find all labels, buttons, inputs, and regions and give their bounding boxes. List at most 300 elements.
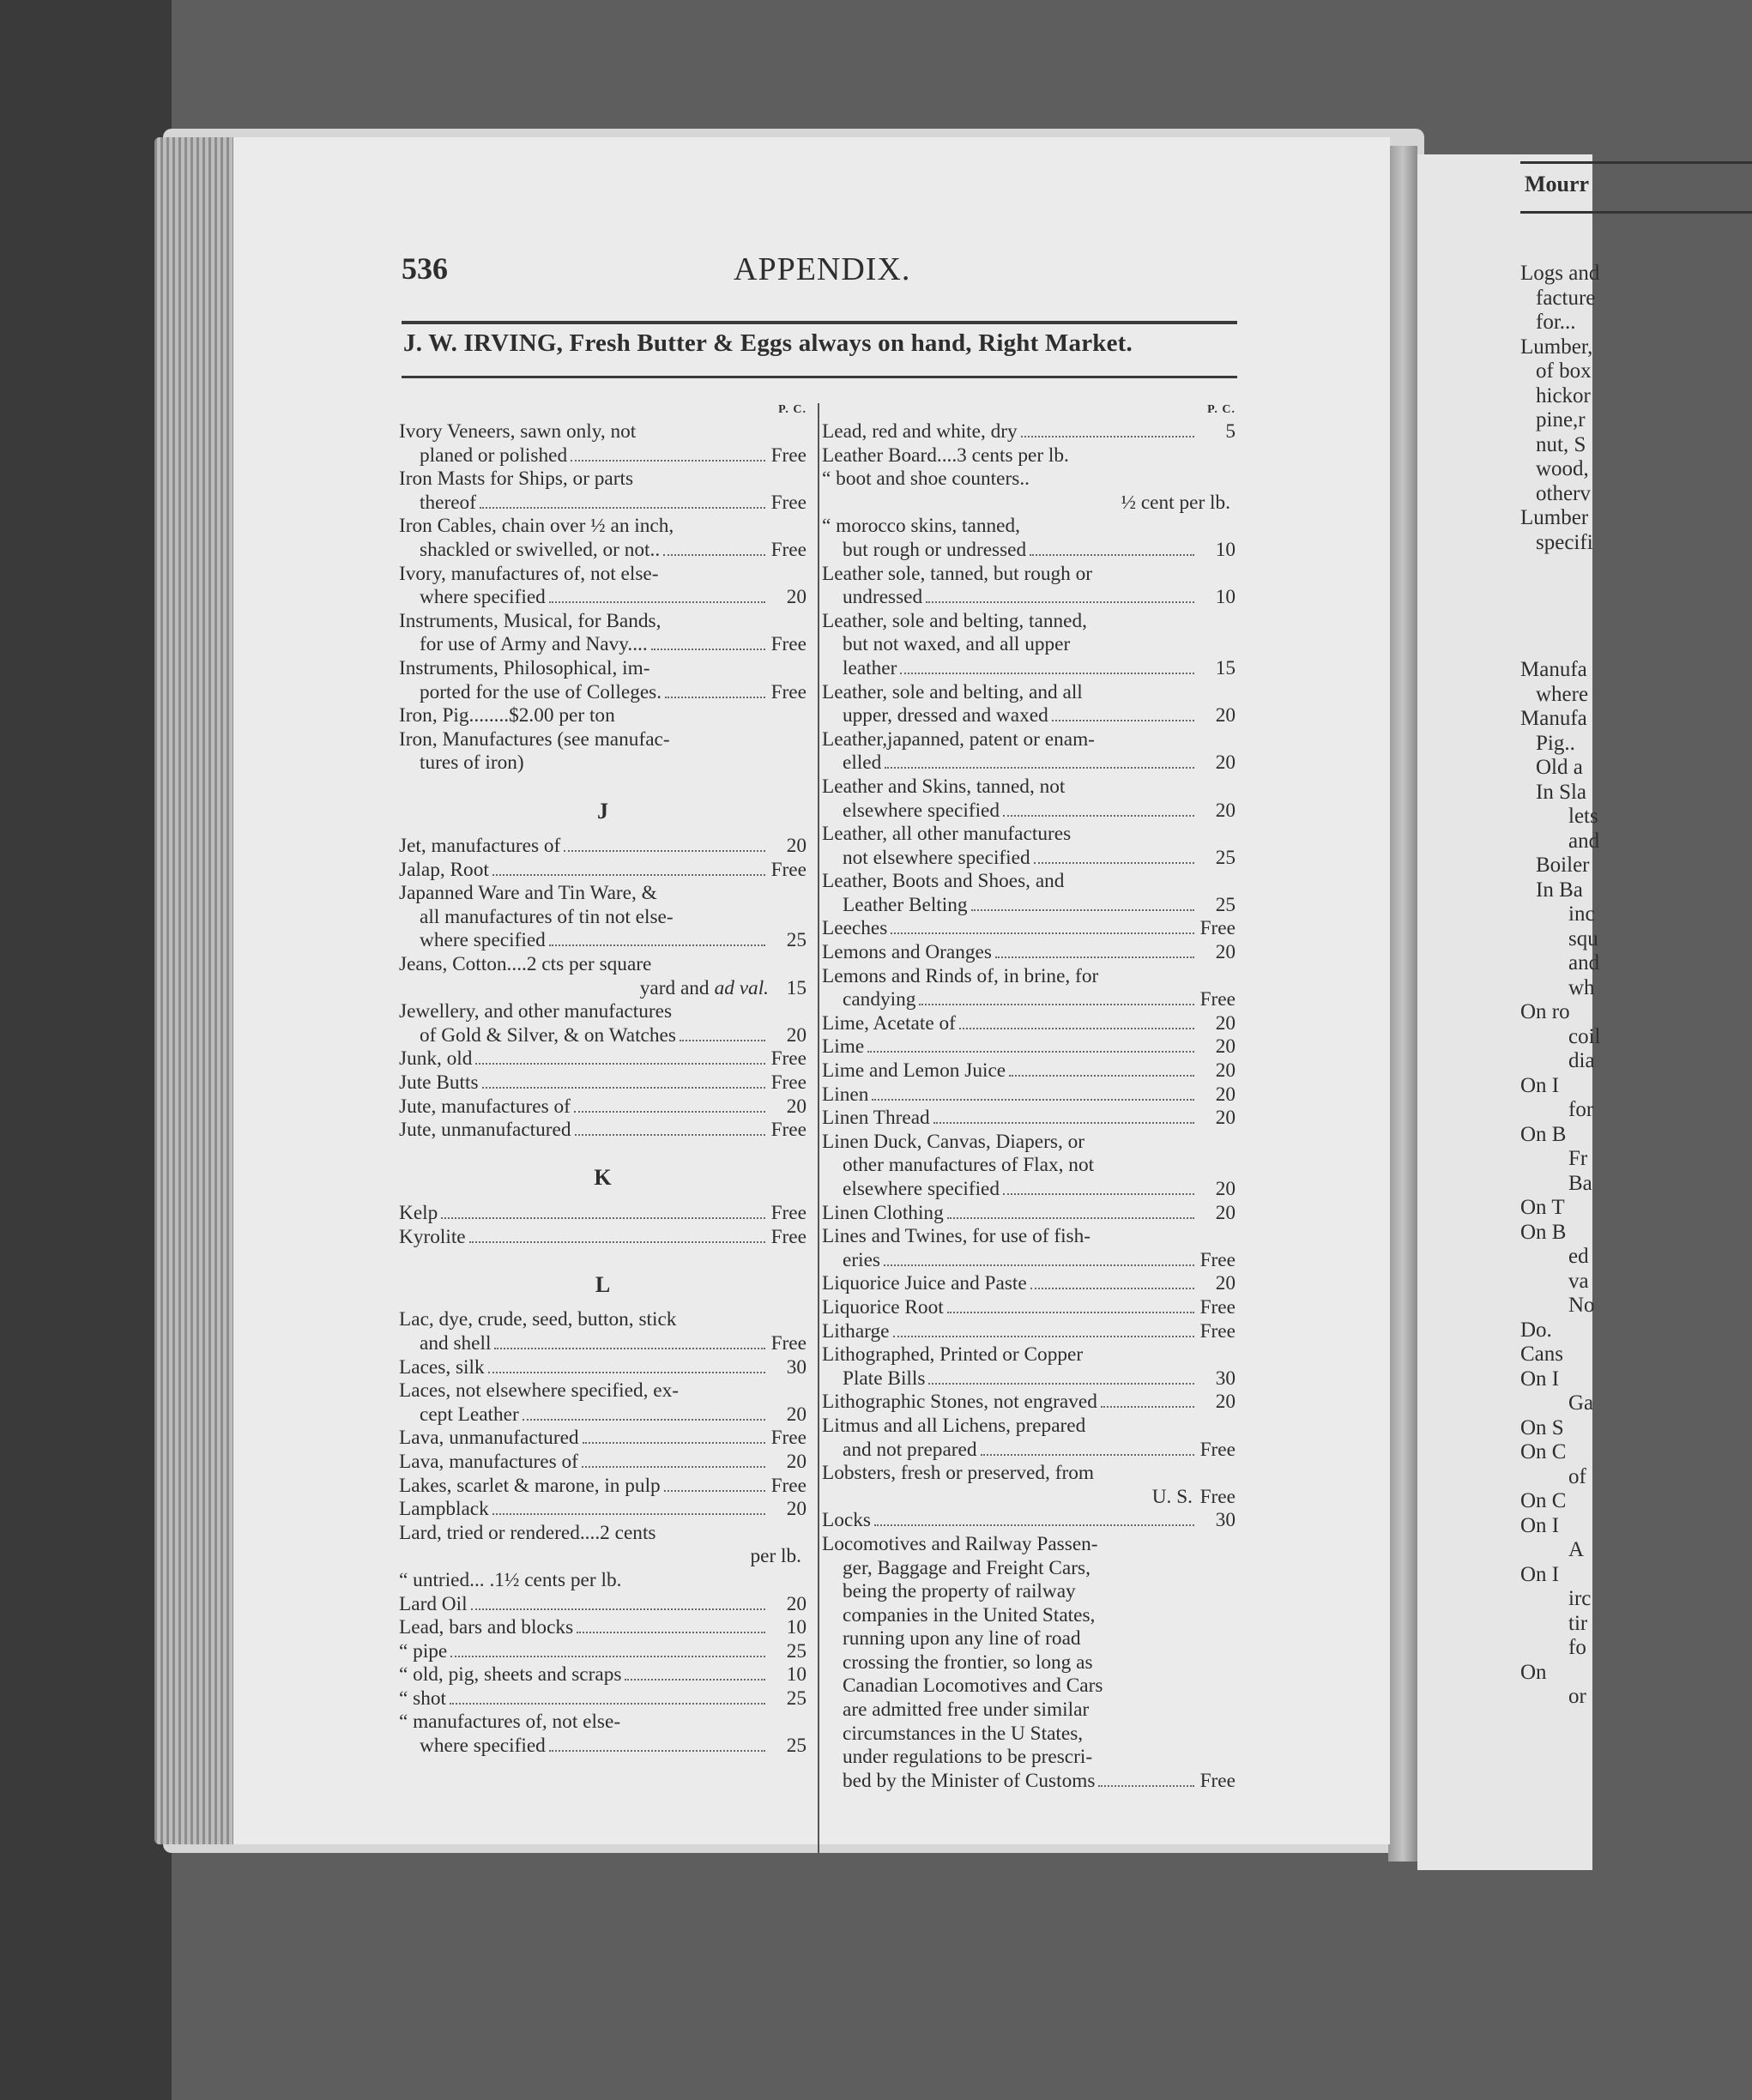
tariff-entry — [399, 1711, 807, 1758]
tariff-entry — [822, 1462, 1235, 1486]
dot-leader — [482, 1087, 765, 1089]
dot-leader — [933, 1122, 1194, 1124]
entry-text: Locks — [822, 1509, 871, 1532]
dot-leader — [1003, 1193, 1194, 1195]
facing-page-line: nut, S — [1536, 432, 1586, 456]
tariff-entry — [822, 1272, 1235, 1296]
facing-page-line: Manufa — [1520, 658, 1587, 681]
entry-italic-text: ad val. — [714, 976, 769, 999]
entry-text: Instruments, Musical, for Bands, — [399, 609, 662, 632]
tariff-entry — [399, 1593, 807, 1617]
entry-text: Lemons and Oranges — [822, 941, 992, 964]
tariff-entry — [399, 953, 807, 977]
tariff-entry — [399, 1000, 807, 1047]
rate-value: Free — [1199, 917, 1235, 940]
entry-text: being the property of railway — [843, 1580, 1076, 1603]
rate-value: Free — [770, 1427, 807, 1450]
section-j-entries — [399, 835, 807, 1143]
running-title: APPENDIX. — [734, 251, 911, 287]
entry-text: tures of iron) — [420, 751, 524, 775]
entry-text: Leather Board....3 cents per lb. — [822, 444, 1069, 467]
rate-value: Free — [1199, 1295, 1235, 1319]
entry-text: thereof — [420, 491, 476, 514]
entry-line — [399, 835, 807, 859]
tariff-entry — [822, 775, 1235, 823]
dot-leader — [1003, 815, 1194, 817]
entry-line — [822, 847, 1235, 871]
dot-leader — [885, 767, 1194, 769]
entry-text: Locomotives and Railway Passen- — [822, 1532, 1098, 1555]
entry-line — [399, 1663, 807, 1687]
entry-text: under regulations to be prescri- — [843, 1746, 1093, 1769]
facing-page-line: wh — [1568, 975, 1595, 999]
rate-value: 20 — [1215, 1272, 1235, 1295]
tariff-entry — [822, 1059, 1235, 1083]
entry-line — [399, 1403, 807, 1427]
facing-page-line: Old a — [1536, 756, 1583, 779]
facing-page-line: Boiler — [1536, 854, 1590, 877]
rate-value: 20 — [786, 1498, 807, 1521]
entry-line — [822, 1486, 1235, 1510]
entry-line — [399, 1427, 807, 1451]
tariff-entry — [399, 1356, 807, 1380]
dot-leader — [549, 1750, 765, 1752]
tariff-entry — [822, 1012, 1235, 1036]
dot-leader — [663, 554, 765, 556]
facing-page-line: In Ba — [1536, 878, 1583, 902]
tariff-entry — [399, 1308, 807, 1355]
facing-page-line: dia — [1568, 1049, 1595, 1072]
entry-text: and not prepared — [843, 1438, 977, 1461]
facing-page-line: for... — [1536, 311, 1576, 334]
dot-leader — [919, 1004, 1194, 1005]
dot-leader — [469, 1241, 765, 1243]
entry-text: Litmus and all Lichens, prepared — [822, 1414, 1086, 1437]
entry-line — [822, 1035, 1235, 1059]
entry-text: Leather, all other manufactures — [822, 823, 1072, 846]
entry-text: Iron, Manufactures (see manufac- — [399, 727, 670, 751]
entry-line — [822, 1604, 1235, 1628]
dot-leader — [549, 601, 765, 603]
entry-line — [822, 1746, 1235, 1770]
advertisement-banner: J. W. IRVING, Fresh Butter & Eggs always on hand, Right Market. — [403, 329, 1133, 357]
entry-text: Kyrolite — [399, 1225, 466, 1248]
rate-value: Free — [770, 1331, 807, 1355]
tariff-entry — [399, 1616, 807, 1640]
dot-leader — [450, 1656, 765, 1657]
tariff-entry — [822, 1486, 1235, 1510]
entry-line — [822, 1509, 1235, 1533]
entry-line — [822, 1178, 1235, 1202]
dot-leader — [867, 1051, 1194, 1053]
entry-text: Jeans, Cotton....2 cts per square — [399, 953, 652, 976]
entry-line — [822, 1131, 1235, 1155]
entry-line — [399, 1735, 807, 1759]
entry-line — [399, 515, 807, 539]
tariff-entry — [399, 1047, 807, 1071]
tariff-entry — [399, 1427, 807, 1451]
entry-text: where specified — [420, 929, 546, 952]
entry-text: cept Leather — [420, 1403, 519, 1426]
entry-text: “ manufactures of, not else- — [399, 1711, 621, 1734]
entry-text: Liquorice Juice and Paste — [822, 1272, 1027, 1295]
entry-text: Litharge — [822, 1319, 890, 1343]
tariff-entry — [822, 420, 1235, 444]
entry-text: Lampblack — [399, 1498, 489, 1521]
tariff-entry — [399, 610, 807, 657]
entry-line — [822, 1272, 1235, 1296]
entry-line — [822, 941, 1235, 965]
entry-text: Jute, manufactures of — [399, 1095, 571, 1118]
tariff-entry — [822, 444, 1235, 468]
entry-text: not elsewhere specified — [843, 846, 1030, 869]
tariff-entry — [822, 515, 1235, 562]
dot-leader — [1009, 1075, 1194, 1077]
entry-line — [822, 1557, 1235, 1581]
entry-line — [822, 420, 1235, 444]
entry-text: Jet, manufactures of — [399, 835, 561, 858]
tariff-entry — [822, 1509, 1235, 1533]
rate-value: 25 — [1215, 893, 1235, 916]
entry-line — [822, 1675, 1235, 1699]
entry-text: crossing the frontier, so long as — [843, 1650, 1093, 1674]
section-letter-j: J — [597, 798, 608, 824]
entry-text: Leather, sole and belting, and all — [822, 680, 1083, 703]
entry-line — [399, 1711, 807, 1735]
entry-line — [399, 728, 807, 752]
rate-value: Free — [1199, 1248, 1235, 1271]
column-header-pc: P. C. — [778, 403, 807, 416]
entry-line — [399, 1616, 807, 1640]
entry-line — [399, 1545, 807, 1569]
entry-line — [822, 894, 1235, 918]
entry-line — [822, 1627, 1235, 1651]
tariff-entry — [822, 468, 1235, 492]
entry-line — [399, 882, 807, 906]
tariff-entry — [822, 610, 1235, 681]
entry-text: where specified — [420, 1735, 546, 1758]
dot-leader — [471, 1608, 765, 1610]
tariff-entry — [822, 1320, 1235, 1344]
entry-text: where specified — [420, 586, 546, 609]
entry-text: Lac, dye, crude, seed, button, stick — [399, 1308, 677, 1331]
entry-line — [399, 1202, 807, 1226]
entry-line — [822, 1296, 1235, 1320]
entry-line — [399, 1451, 807, 1475]
entry-text: Leather and Skins, tanned, not — [822, 775, 1066, 798]
entry-line — [399, 1000, 807, 1024]
entry-line — [822, 704, 1235, 728]
entry-text: “ untried... .1½ cents per lb. — [399, 1568, 622, 1591]
entry-line — [822, 800, 1235, 824]
entry-line — [822, 1343, 1235, 1367]
rate-value: Free — [770, 1474, 807, 1497]
facing-page-line: On I — [1520, 1367, 1560, 1391]
section-letter-k: K — [594, 1165, 612, 1191]
dot-leader — [928, 1383, 1194, 1385]
tariff-entry — [399, 1071, 807, 1095]
facing-page-line: On C — [1520, 1440, 1567, 1463]
rate-value: 20 — [786, 1023, 807, 1047]
rate-value: 20 — [786, 835, 807, 858]
facing-page-line: specifi — [1536, 530, 1593, 554]
entry-line — [822, 444, 1235, 468]
facing-page-line — [1520, 624, 1601, 658]
entry-text: yard and — [639, 976, 710, 999]
tariff-entry — [399, 1226, 807, 1250]
facing-page-line: Ga — [1568, 1391, 1594, 1415]
rate-value: 20 — [1215, 1083, 1235, 1106]
entry-line — [822, 515, 1235, 539]
entry-line — [399, 539, 807, 563]
entry-text: Jalap, Root — [399, 858, 489, 881]
entry-text: Plate Bills — [843, 1367, 926, 1390]
tariff-entry — [399, 1640, 807, 1664]
dot-leader — [1021, 436, 1194, 438]
tariff-entry — [822, 1107, 1235, 1131]
entry-text: U. S. — [1151, 1485, 1193, 1508]
section-i-entries — [399, 420, 807, 775]
dot-leader — [893, 1336, 1195, 1337]
page-edges — [154, 137, 236, 1844]
entry-line — [399, 420, 807, 444]
entry-line — [822, 1770, 1235, 1794]
rate-value: 20 — [786, 1592, 807, 1615]
dot-leader — [577, 1632, 765, 1633]
entry-line — [822, 563, 1235, 587]
rate-value: Free — [770, 1202, 807, 1224]
dot-leader — [874, 1524, 1194, 1526]
dot-leader — [1030, 554, 1194, 556]
entry-text: Lithographic Stones, not engraved — [822, 1391, 1097, 1414]
dot-leader — [926, 601, 1194, 603]
facing-page-line: coil — [1568, 1024, 1601, 1048]
entry-line — [822, 1059, 1235, 1083]
dot-leader — [625, 1679, 765, 1681]
tariff-entry — [399, 1202, 807, 1226]
left-column — [399, 400, 807, 1759]
tariff-entry — [399, 882, 807, 953]
entry-text: “ old, pig, sheets and scraps — [399, 1663, 622, 1687]
entry-text: Lava, unmanufactured — [399, 1427, 579, 1450]
entry-line — [822, 1012, 1235, 1036]
entry-text: Jewellery, and other manufactures — [399, 1000, 673, 1023]
rate-value: Free — [1199, 988, 1235, 1011]
facing-page-line: On B — [1520, 1122, 1567, 1146]
rate-value: Free — [770, 1047, 807, 1071]
facing-page-line: va — [1568, 1269, 1589, 1293]
entry-text: but rough or undressed — [843, 538, 1027, 561]
tariff-entry — [822, 965, 1235, 1012]
facing-page-lines — [1520, 262, 1601, 1710]
entry-line — [822, 1699, 1235, 1723]
facing-page-line: Lumber, — [1520, 335, 1593, 359]
entry-text: Iron, Pig........$2.00 per ton — [399, 704, 615, 727]
entry-text: all manufactures of tin not else- — [420, 905, 674, 928]
entry-text: elsewhere specified — [843, 799, 1000, 822]
entry-line — [399, 1687, 807, 1711]
tariff-entry — [822, 823, 1235, 870]
facing-page-line: squ — [1568, 926, 1598, 950]
tariff-entry — [399, 859, 807, 883]
rate-value: 15 — [1215, 656, 1235, 679]
facing-page-line — [1520, 555, 1601, 589]
entry-text: ported for the use of Colleges. — [420, 680, 662, 703]
dot-leader — [575, 1134, 765, 1136]
entry-text: Ivory, manufactures of, not else- — [399, 562, 659, 585]
entry-line — [822, 1154, 1235, 1178]
facing-page-line: On I — [1520, 1562, 1560, 1586]
entry-text: Kelp — [399, 1202, 438, 1224]
entry-line — [399, 1047, 807, 1071]
facing-page-line: for — [1568, 1098, 1594, 1121]
entry-line — [399, 1498, 807, 1522]
entry-text: elled — [843, 751, 882, 775]
tariff-entry — [399, 1119, 807, 1143]
tariff-entry — [822, 1202, 1235, 1226]
dot-leader — [492, 1513, 765, 1515]
entry-text: Ivory Veneers, sawn only, not — [399, 420, 637, 443]
entry-line — [399, 657, 807, 681]
header-rule-top — [402, 321, 1237, 324]
entry-text: Lime — [822, 1035, 865, 1059]
facing-page-line: No — [1568, 1294, 1595, 1317]
rate-value: 30 — [786, 1355, 807, 1379]
entry-line — [822, 823, 1235, 847]
facing-page-line: Fr — [1568, 1147, 1588, 1170]
rate-value: Free — [770, 444, 807, 467]
dot-leader — [492, 874, 765, 876]
rate-value: Free — [1199, 1485, 1235, 1508]
tariff-entry — [399, 728, 807, 775]
facing-page-line — [1520, 589, 1601, 624]
entry-text: Laces, not elsewhere specified, ex- — [399, 1379, 679, 1403]
entry-text: leather — [843, 656, 897, 679]
entry-text: Leather, Boots and Shoes, and — [822, 870, 1065, 893]
facing-page-line: otherv — [1536, 481, 1591, 505]
entry-line — [399, 1356, 807, 1380]
entry-text: Lard Oil — [399, 1592, 468, 1615]
entry-text: Lithographed, Printed or Copper — [822, 1343, 1084, 1367]
entry-text: “ shot — [399, 1687, 447, 1710]
entry-line — [399, 1119, 807, 1143]
tariff-entry — [822, 1083, 1235, 1107]
tariff-entry — [822, 1533, 1235, 1794]
entry-text: companies in the United States, — [843, 1603, 1096, 1626]
entry-line — [399, 1226, 807, 1250]
rate-value: 5 — [1225, 420, 1235, 443]
dot-leader — [884, 1264, 1194, 1266]
facing-page-line: wood, — [1536, 457, 1589, 480]
entry-text: Iron Cables, chain over ½ an inch, — [399, 515, 674, 538]
dot-leader — [664, 1490, 765, 1492]
rate-value: 20 — [1215, 1035, 1235, 1059]
entry-line — [822, 1723, 1235, 1747]
entry-text: Linen Thread — [822, 1107, 930, 1130]
facing-page-line: Pig.. — [1536, 731, 1575, 755]
entry-line — [399, 906, 807, 930]
dot-leader — [488, 1372, 765, 1373]
entry-line — [399, 563, 807, 587]
entry-text: Leeches — [822, 917, 888, 940]
rate-value: 20 — [1215, 1059, 1235, 1083]
section-l-continued-entries — [822, 420, 1235, 1793]
entry-line — [822, 539, 1235, 563]
dot-leader — [571, 460, 765, 462]
entry-line — [822, 610, 1235, 634]
tariff-entry — [822, 681, 1235, 728]
facing-page-line: On S — [1520, 1415, 1564, 1439]
facing-page-rule-bottom — [1520, 211, 1752, 214]
entry-text: and shell — [420, 1331, 492, 1355]
rate-value: 25 — [786, 1639, 807, 1662]
entry-line — [399, 1024, 807, 1048]
facing-page-line: of — [1568, 1464, 1586, 1488]
tariff-entry — [822, 1035, 1235, 1059]
facing-page-line: tir — [1568, 1611, 1588, 1635]
rate-value: Free — [770, 491, 807, 514]
entry-line — [399, 681, 807, 705]
dot-leader — [480, 507, 765, 509]
tariff-entry — [399, 1545, 807, 1569]
facing-page-line: Do. — [1520, 1318, 1552, 1342]
facing-page-line: On — [1520, 1660, 1547, 1684]
entry-line — [822, 1367, 1235, 1391]
facing-page-line: irc — [1568, 1587, 1592, 1610]
dot-leader — [947, 1217, 1194, 1219]
rate-value: 20 — [1215, 799, 1235, 822]
tariff-entry — [399, 1569, 807, 1593]
tariff-entry — [822, 1343, 1235, 1391]
entry-line — [822, 1083, 1235, 1107]
dot-leader — [1101, 1406, 1194, 1408]
facing-page-line: and — [1568, 829, 1600, 853]
rate-value: 15 — [786, 976, 807, 999]
dot-leader — [900, 673, 1194, 674]
header-rule-bottom — [402, 376, 1237, 378]
tariff-entry — [822, 492, 1235, 516]
entry-text: Iron Masts for Ships, or parts — [399, 468, 634, 491]
rate-value: Free — [1199, 1319, 1235, 1343]
dot-leader — [582, 1466, 765, 1468]
dot-leader — [665, 697, 765, 698]
rate-value: Free — [770, 858, 807, 881]
tariff-entry — [822, 563, 1235, 610]
entry-line — [822, 870, 1235, 894]
entry-line — [399, 1569, 807, 1593]
facing-page-line: of box — [1536, 359, 1592, 383]
entry-line — [399, 1475, 807, 1499]
tariff-entry — [399, 468, 807, 515]
entry-text: Lime, Acetate of — [822, 1011, 956, 1035]
entry-line — [822, 1391, 1235, 1415]
entry-text: Jute Butts — [399, 1071, 479, 1095]
rate-value: 20 — [786, 1403, 807, 1426]
rate-value: 25 — [786, 929, 807, 952]
section-l-entries — [399, 1308, 807, 1758]
facing-page-line: On C — [1520, 1489, 1567, 1512]
rate-value: 30 — [1215, 1367, 1235, 1390]
dot-leader — [959, 1028, 1194, 1029]
rate-value: 25 — [786, 1687, 807, 1710]
entry-line — [399, 859, 807, 883]
entry-line — [822, 1439, 1235, 1463]
entry-text: Lakes, scarlet & marone, in pulp — [399, 1474, 661, 1497]
facing-page-line: or — [1568, 1685, 1586, 1708]
facing-page-line: On ro — [1520, 1000, 1570, 1023]
entry-text: Lobsters, fresh or preserved, from — [822, 1462, 1094, 1485]
facing-page-line: Manufa — [1520, 707, 1587, 730]
